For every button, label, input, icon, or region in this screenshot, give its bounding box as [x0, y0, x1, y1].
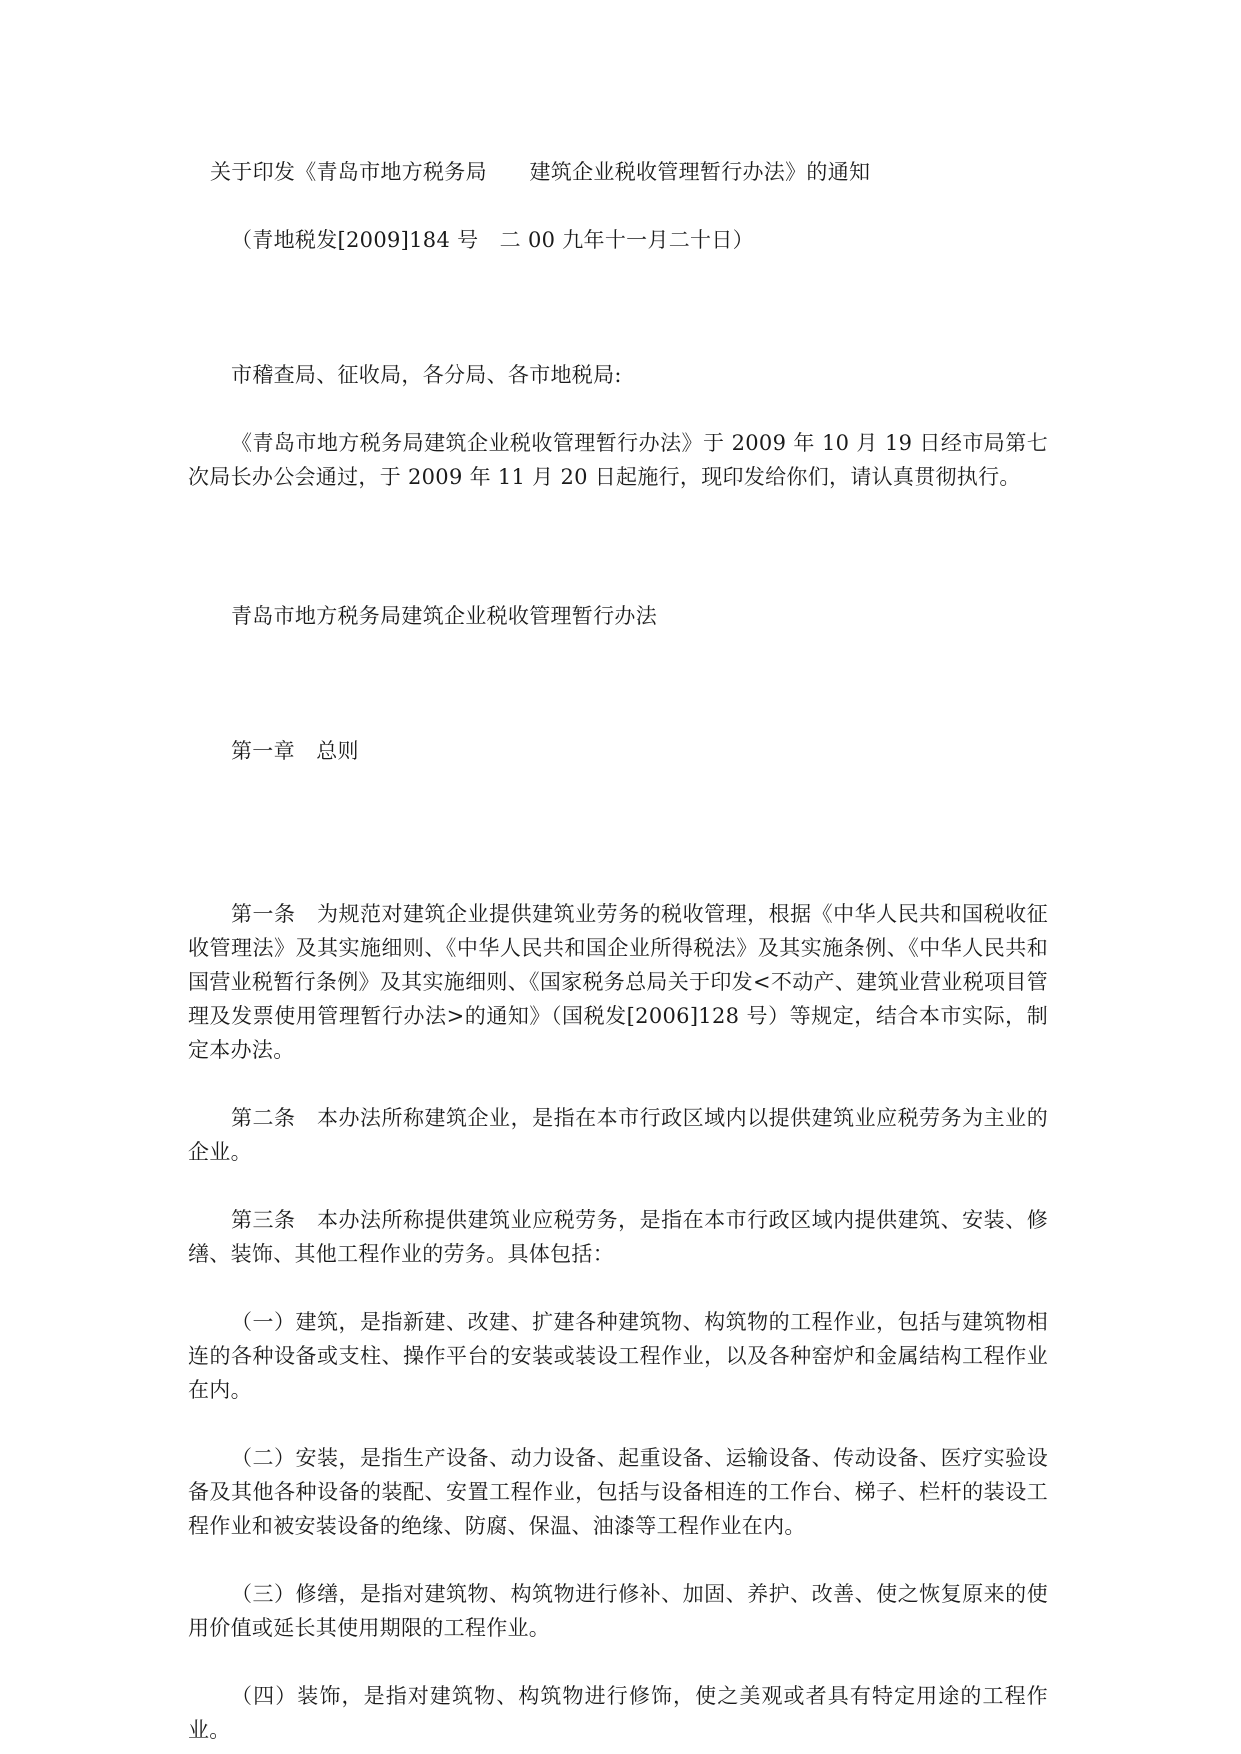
item-decoration: （四）装饰，是指对建筑物、构筑物进行修饰，使之美观或者具有特定用途的工程作业。 — [188, 1684, 1048, 1742]
document-reference: （青地税发[2009]184 号 二 00 九年十一月二十日） — [231, 228, 754, 252]
spacer — [188, 1543, 1048, 1577]
addressee-line: 市稽查局、征收局，各分局、各市地税局: — [231, 363, 622, 387]
spacer — [188, 257, 1048, 358]
spacer — [188, 1271, 1048, 1305]
article-3: 第三条 本办法所称提供建筑业应税劳务，是指在本市行政区域内提供建筑、安装、修缮、装饰、其他工程作业的劳务。具体包括： — [188, 1208, 1048, 1266]
spacer — [188, 1645, 1048, 1679]
spacer — [188, 1067, 1048, 1101]
spacer — [188, 392, 1048, 426]
item-installation: （二）安装，是指生产设备、动力设备、起重设备、运输设备、传动设备、医疗实验设备及其他各种设备的装配、安置工程作业，包括与设备相连的工作台、梯子、栏杆的装设工程作业和被安装设备的绝缘、防腐、保温、油漆等工程作业在内。 — [188, 1446, 1048, 1538]
intro-paragraph: 《青岛市地方税务局建筑企业税收管理暂行办法》于 2009 年 10 月 19 日经市局第七次局长办公会通过，于 2009 年 11 月 20 日起施行，现印发给你们，请认真贯彻执行。 — [188, 431, 1048, 489]
spacer — [188, 768, 1048, 897]
spacer — [188, 189, 1048, 223]
document-body — [188, 155, 1048, 1747]
spacer — [188, 1169, 1048, 1203]
article-2: 第二条 本办法所称建筑企业，是指在本市行政区域内以提供建筑业应税劳务为主业的企业。 — [188, 1106, 1048, 1164]
notice-title: 关于印发《青岛市地方税务局 建筑企业税收管理暂行办法》的通知 — [210, 160, 871, 184]
spacer — [188, 494, 1048, 599]
article-1: 第一条 为规范对建筑企业提供建筑业劳务的税收管理，根据《中华人民共和国税收征收管理法》及其实施细则、《中华人民共和国企业所得税法》及其实施条例、《中华人民共和国营业税暂行条例》及其实施细则、《国家税务总局关于印发<不动产、建筑业营业税项目管理及发票使用管理暂行办法>的通知》（国税发[2006]128 号）等规定，结合本市实际，制定本办法。 — [188, 902, 1048, 1062]
item-repair: （三）修缮，是指对建筑物、构筑物进行修补、加固、养护、改善、使之恢复原来的使用价值或延长其使用期限的工程作业。 — [188, 1582, 1048, 1640]
regulation-title: 青岛市地方税务局建筑企业税收管理暂行办法 — [231, 604, 657, 628]
spacer — [188, 633, 1048, 734]
chapter-heading: 第一章 总则 — [231, 739, 359, 763]
item-construction: （一）建筑，是指新建、改建、扩建各种建筑物、构筑物的工程作业，包括与建筑物相连的各种设备或支柱、操作平台的安装或装设工程作业，以及各种窑炉和金属结构工程作业在内。 — [188, 1310, 1048, 1402]
spacer — [188, 1407, 1048, 1441]
